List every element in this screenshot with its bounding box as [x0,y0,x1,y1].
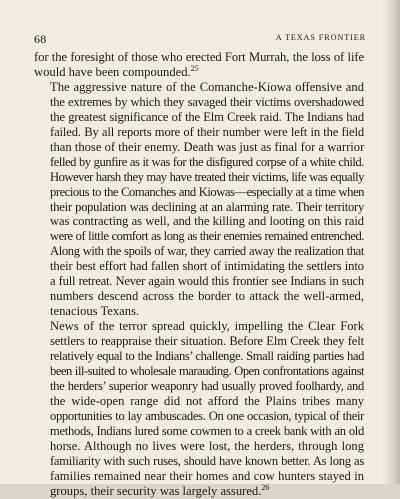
text-line: groups, their security was largely assured.$^{26}$ [50,482,270,498]
text-line: the extremes by which they savaged their victims overshadowed [50,94,364,109]
page-number: 68 [34,32,47,46]
text-line: families remained near their homes and cow hunters stayed in [50,468,364,483]
text-line: The aggressive nature of the Comanche-Kiowa offensive and [50,79,364,94]
text-line: their population was declining at an alarming rate. Their territory [50,199,364,214]
text-line: the herders’ superior weaponry had usually proved foolhardy, and [50,378,364,393]
text-line: opportunities to lay ambuscades. On one occasion, typical of their [50,408,364,423]
text-line: failed. By all reports more of their number were left in the field [50,124,364,139]
text-line: settlers to reappraise their situation. Before Elm Creek they felt [50,334,364,349]
running-title: A TEXAS FRONTIER [275,33,366,42]
text-line: would have been compounded.$^{25}$ [34,63,199,79]
text-line: familiarity with such ruses, should have known better. As long as [50,453,364,468]
text-line: relatively equal to the Indians’ challenge. Small raiding parties had [50,349,364,364]
text-line: tenacious Texans. [50,304,140,319]
footnote-marker[interactable]: 26 [261,482,270,492]
paragraph [34,80,364,319]
text-line: methods, Indians lured some cowmen to a creek bank with an old [50,423,364,438]
text-line: were of little comfort as long as their enemies remained entrenched. [50,229,364,244]
text-line: numbers descend across the border to attack the well-armed, [50,289,364,304]
page-header [34,32,366,46]
text-line: their best effort had fallen short of intimidating the settlers into [50,259,364,274]
text-line: the wide-open range did not afford the Plains tribes many [50,393,364,408]
body-text [34,50,364,499]
text-line: felled by gunfire as it was for the disfigured corpse of a white child. [50,154,364,169]
text-line: precious to the Comanches and Kiowas—especially at a time when [50,184,364,199]
paragraph [34,50,364,80]
text-line: Along with the spoils of war, they carried away the realization that [50,244,364,259]
text-line: a full retreat. Never again would this frontier see Indians in such [50,274,364,289]
text-line: for the foresight of those who erected Fort Murrah, the loss of life [34,50,364,64]
text-line: was contracting as well, and the killing and looting on this raid [50,214,364,229]
page-gutter-shadow [382,0,400,484]
text-line: than those of their enemy. Death was just as final for a warrior [50,139,365,154]
text-line: the greatest significance of the Elm Creek raid. The Indians had [50,109,364,124]
footnote-marker[interactable]: 25 [190,63,199,73]
text-line: horse. Although no lives were lost, the herders, through long [50,438,364,453]
paragraph [34,319,364,498]
text-line: However harsh they may have treated their victims, life was equally [50,169,364,184]
text-line: News of the terror spread quickly, impelling the Clear Fork [50,319,364,334]
text-line: been ill-suited to wholesale marauding. Open confrontations against [50,364,364,379]
